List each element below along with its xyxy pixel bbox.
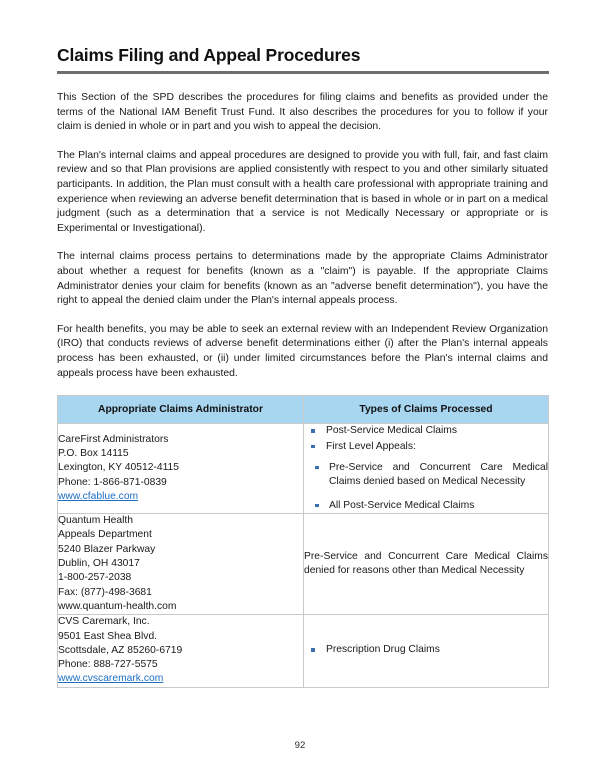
page-title: Claims Filing and Appeal Procedures [57,45,361,65]
administrator-cell [58,514,304,615]
table-header-row [58,396,549,424]
address-line: Phone: 1-866-871-0839 [58,476,167,488]
column-header-types: Types of Claims Processed [304,396,549,424]
address-line: Quantum Health [58,515,133,527]
list-item: Prescription Drug Claims [304,643,548,657]
column-header-administrator: Appropriate Claims Administrator [58,396,304,424]
list-item: All Post-Service Medical Claims [304,499,548,513]
claims-type-text: Pre-Service and Concurrent Care Medical Claims denied for reasons other than Medical Necessity [304,550,548,577]
administrator-cell [58,615,304,687]
table-row [58,514,549,615]
address-line: CVS Caremark, Inc. [58,616,150,628]
list-item: First Level Appeals: [304,440,548,454]
address-line: Appeals Department [58,529,152,541]
claims-type-list [304,643,548,657]
address-line: 9501 East Shea Blvd. [58,630,158,642]
claims-type-list [304,424,548,454]
website-link[interactable]: www.cvscaremark.com [58,673,164,685]
address-line: CareFirst Administrators [58,433,169,445]
types-cell [304,424,549,514]
title-divider [57,71,549,74]
address-line: Dublin, OH 43017 [58,558,140,570]
page-number: 92 [294,740,306,751]
paragraph-3: The internal claims process pertains to determinations made by the appropriate Claims Administrator about whether a request for benefits (known as a "claim") is payable. If the appropriate Claims Administrator denies your claim for benefits (known as an "adverse benefit determination"), you have the right to appeal the denied claim under the Plan's internal appeals process. [57,251,548,307]
paragraph-4: For health benefits, you may be able to seek an external review with an Independent Review Organization (IRO) that conducts reviews of adverse benefit determinations either (i) after the Plan's internal appeals process has been exhausted, or (ii) under limited circumstances before the Plan's internal claims and appeals process have been exhausted. [57,323,548,379]
address-line: P.O. Box 14115 [58,448,129,460]
address-line: Scottsdale, AZ 85260-6719 [58,644,183,656]
table-row [58,424,549,514]
address-line: 5240 Blazer Parkway [58,543,156,555]
table-row [58,615,549,687]
administrator-cell [58,424,304,514]
address-line: Phone: 888-727-5575 [58,659,158,671]
paragraph-2: The Plan's internal claims and appeal procedures are designed to provide you with full, fair, and fast claim review and so that Plan provisions are applied consistently with respect to you and other similarly situated participants. In addition, the Plan must consult with a health care professional with appropriate training and experience when reviewing an adverse benefit determination that is based in whole or in part on a medical judgment (such as a determination that a service is not Medically Necessary or appropriate or is Experimental or Investigational). [57,149,548,234]
address-line: Fax: (877)-498-3681 [58,586,152,598]
website-link[interactable]: www.cfablue.com [58,491,139,503]
address-line: Lexington, KY 40512-4115 [58,462,179,474]
list-item: Pre-Service and Concurrent Care Medical Claims denied based on Medical Necessity [304,461,548,490]
address-line: 1-800-257-2038 [58,572,132,584]
paragraph-1: This Section of the SPD describes the procedures for filing claims and benefits as provided under the terms of the National IAM Benefit Trust Fund. It also describes the procedures for you to follow if your claim is denied in whole or in part and you wish to appeal the decision. [57,92,548,133]
website-text: www.quantum-health.com [58,600,177,612]
claims-administrator-table [57,395,549,688]
list-item: Post-Service Medical Claims [304,424,548,438]
claims-type-sublist [304,461,548,513]
types-cell [304,514,549,615]
types-cell [304,615,549,687]
